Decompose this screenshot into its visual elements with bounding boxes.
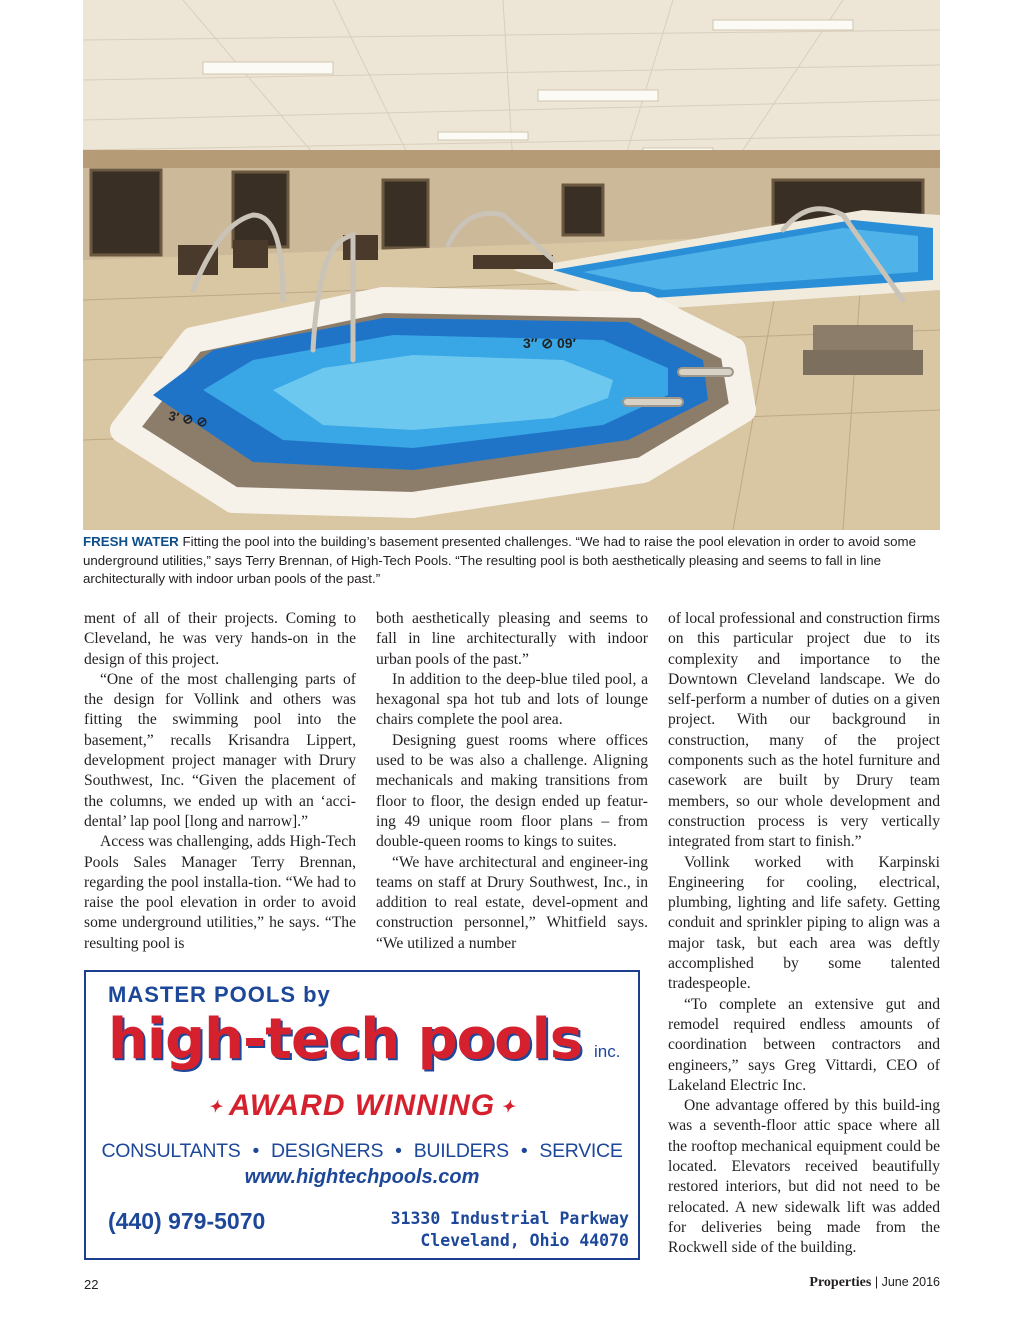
high-tech-pools-ad	[84, 970, 640, 1260]
paragraph: One advantage offered by this build-ing was a seventh-floor attic space where all the rooftop mechanical equipment could be located. Elevators received beautifully restored interiors, but did not need to be relocated. A new sidewalk lift was added for deliveries being made from the Rockwell side of the building.	[668, 1097, 940, 1257]
caption-lead: FRESH WATER	[83, 534, 179, 549]
photo-caption	[83, 533, 943, 589]
ad-service: SERVICE	[539, 1140, 623, 1162]
pool-depth-sign: 3′′ ⊘ 09′	[523, 335, 576, 351]
ad-service: CONSULTANTS	[101, 1140, 241, 1162]
ad-award	[86, 1089, 638, 1123]
ad-url: www.hightechpools.com	[244, 1166, 480, 1188]
bullet-icon: •	[252, 1140, 259, 1162]
paragraph: Designing guest rooms where offices used to be was also a challenge. Aligning mechanicals and making transitions from floor to floor, the design ended up featur-ing 49 unique room floor plans – from double-queen rooms to kings to suites.	[376, 731, 648, 851]
paragraph: Access was challenging, adds High-Tech Pools Sales Manager Terry Brennan, regarding the pool installa-tion. “We had to raise the pool elevation in order to avoid some underground utilities,” he says. “The resulting pool is	[84, 833, 356, 952]
ad-address-line2: Cleveland, Ohio 44070	[420, 1231, 629, 1250]
paragraph: “We have architectural and engineer-ing teams on staff at Drury Southwest, Inc., in addition to real estate, devel-opment and construction personnel,” Whitfield says. “We utilized a number	[376, 853, 648, 952]
paragraph: ment of all of their projects. Coming to Cleveland, he was very hands-on in the design of this project.	[84, 610, 356, 668]
ad-address	[371, 1208, 629, 1252]
sparkle-icon: ✦	[501, 1099, 516, 1117]
article-column-1	[84, 609, 356, 954]
paragraph: In addition to the deep-blue tiled pool, a hexagonal spa hot tub and lots of lounge chairs complete the pool area.	[376, 670, 648, 729]
footer-separator: |	[874, 1275, 879, 1289]
ad-inc: inc.	[594, 1042, 621, 1061]
ad-brand-logo: high-tech pools	[108, 1007, 583, 1072]
sparkle-icon: ✦	[208, 1099, 223, 1117]
paragraph: “One of the most challenging parts of the design for Vollink and others was fitting the swimming pool into the basement,” recalls Krisandra Lippert, development project manager with Drury Southwest, Inc. “Given the placement of the columns, we ended up with an ‘acci-dental’ lap pool [long and narrow].”	[84, 670, 356, 830]
page-number: 22	[84, 1277, 99, 1292]
caption-text: Fitting the pool into the building’s basement presented challenges. “We had to raise the pool elevation in order to avoid some underground utilities,” says Terry Brennan, of High-Tech Pools. “The resulting pool is both aesthetically pleasing and seems to fall in line architecturally with indoor urban pools of the past.”	[83, 534, 917, 586]
ad-services	[86, 1140, 638, 1163]
bullet-icon: •	[520, 1140, 528, 1162]
ad-service: DESIGNERS	[271, 1140, 384, 1162]
pool-photo	[83, 0, 940, 530]
ad-top-line: MASTER POOLS by	[108, 982, 331, 1007]
issue-date: June 2016	[881, 1275, 940, 1289]
ad-award-text: AWARD WINNING	[228, 1089, 496, 1122]
running-footer	[809, 1275, 940, 1291]
article-column-3	[668, 609, 940, 1259]
ad-service: BUILDERS	[413, 1140, 509, 1162]
ad-phone: (440) 979-5070	[108, 1208, 266, 1234]
publication-name: Properties	[809, 1275, 872, 1290]
ad-address-line1: 31330 Industrial Parkway	[390, 1209, 629, 1228]
paragraph: of local professional and construction firms on this particular project due to its complexity and importance to the Downtown Cleveland landscape. We do self-perform a number of duties on a given project. With our background in construction, many of the project components such as the hotel furniture and casework are built by Drury team members, so our whole development and construction process is very vertically integrated from start to finish.”	[668, 610, 940, 851]
bullet-icon: •	[395, 1140, 402, 1162]
article-column-2	[376, 609, 648, 954]
paragraph: Vollink worked with Karpinski Engineering for cooling, electrical, plumbing, lighting and life safety. Getting conduit and sprinkler piping to align was a major task, but each area was deftly accomplished by some talented tradespeople.	[668, 853, 940, 993]
spa-depth-sign: 3′ ⊘ ⊘	[167, 408, 209, 430]
paragraph: both aesthetically pleasing and seems to fall in line architecturally with indoor urban pools of the past.”	[376, 610, 648, 668]
paragraph: “To complete an extensive gut and remodel required endless amounts of coordination between contractors and engineers,” says Greg Vittardi, CEO of Lakeland Electric Inc.	[668, 995, 940, 1094]
